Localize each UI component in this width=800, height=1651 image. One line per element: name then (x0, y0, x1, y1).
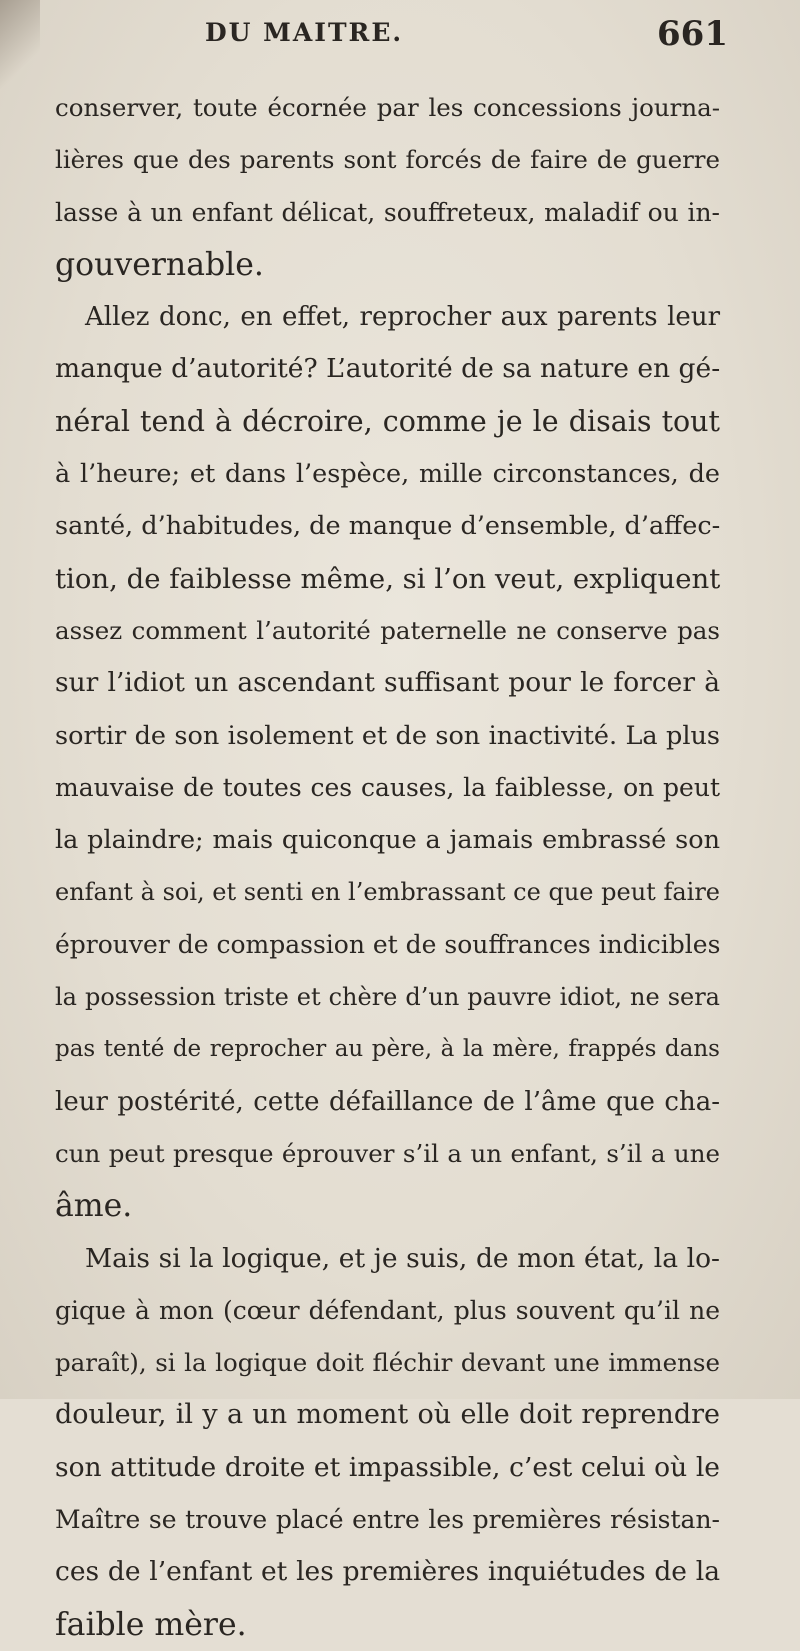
page-number: 661 (657, 14, 728, 54)
running-head (205, 14, 728, 54)
text-line: santé, d’habitudes, de manque d’ensemble, d’affec- (55, 511, 721, 542)
text-line: âme. (55, 1188, 133, 1225)
text-line: mauvaise de toutes ces causes, la faiblesse, on peut (55, 772, 720, 802)
body-text (55, 82, 720, 1651)
text-line: faible mère. (55, 1606, 247, 1643)
text-line: la possession triste et chère d’un pauvre idiot, ne sera (55, 983, 720, 1012)
text-line: son attitude droite et impassible, c’est celui où le (55, 1451, 720, 1483)
page-corner-shadow (0, 0, 40, 90)
text-line: Mais si la logique, et je suis, de mon état, la lo- (85, 1242, 720, 1274)
text-line: paraît), si la logique doit fléchir devant une immense (55, 1348, 720, 1378)
running-title: DU MAITRE. (205, 18, 404, 47)
text-line: assez comment l’autorité paternelle ne conserve pas (55, 615, 720, 645)
text-line: sortir de son isolement et de son inactivité. La plus (55, 720, 720, 751)
text-line: gouvernable. (55, 246, 264, 283)
text-line: pas tenté de reprocher au père, à la mère, frappés dans (55, 1036, 720, 1063)
text-line: cun peut presque éprouver s’il a un enfant, s’il a une (55, 1138, 720, 1168)
text-line: Maître se trouve placé entre les premières résistan- (55, 1505, 720, 1535)
text-line: lasse à un enfant délicat, souffreteux, maladif ou in- (55, 197, 720, 227)
text-line: douleur, il y a un moment où elle doit reprendre (55, 1399, 720, 1431)
text-line: Allez donc, en effet, reprocher aux parents leur (85, 302, 720, 333)
text-line: lières que des parents sont forcés de faire de guerre (55, 145, 720, 175)
text-line: enfant à soi, et senti en l’embrassant ce que peut faire (55, 878, 720, 907)
text-line: conserver, toute écornée par les concessions journa- (55, 93, 720, 122)
text-line: éprouver de compassion et de souffrances indicibles (55, 929, 721, 959)
text-line: néral tend à décroire, comme je le disais tout (55, 404, 720, 438)
text-line: sur l’idiot un ascendant suffisant pour le forcer à (55, 667, 720, 699)
text-line: gique à mon (cœur défendant, plus souvent qu’il ne (55, 1295, 720, 1325)
text-line: la plaindre; mais quiconque a jamais embrassé son (55, 825, 720, 856)
text-line: leur postérité, cette défaillance de l’âme que cha- (55, 1086, 720, 1117)
text-line: manque d’autorité? L’autorité de sa nature en gé- (55, 353, 721, 385)
text-line: tion, de faiblesse même, si l’on veut, expliquent (55, 562, 721, 595)
text-line: ces de l’enfant et les premières inquiétudes de la (55, 1556, 720, 1588)
text-line: à l’heure; et dans l’espèce, mille circonstances, de (55, 459, 720, 490)
